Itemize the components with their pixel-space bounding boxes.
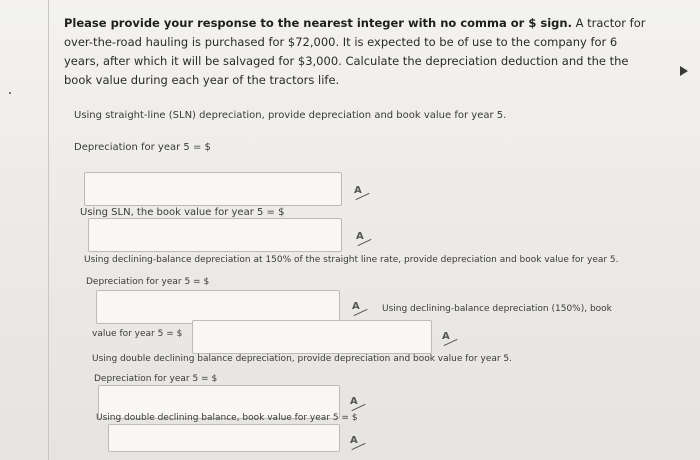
spellcheck-icon[interactable]: A	[350, 395, 366, 409]
spellcheck-icon[interactable]: A	[356, 230, 372, 244]
sln-depreciation-label: Depreciation for year 5 = $	[74, 142, 211, 153]
ddb-instruction: Using double declining balance depreciation, provide depreciation and book value for year 5.	[92, 354, 513, 364]
spellcheck-icon[interactable]: A	[354, 184, 370, 198]
db150-depreciation-input[interactable]	[96, 290, 340, 324]
db150-book-value-label-1: Using declining-balance depreciation (150%), book	[382, 304, 612, 314]
sln-book-value-label: Using SLN, the book value for year 5 = $	[80, 207, 285, 218]
sln-depreciation-input[interactable]	[84, 172, 342, 206]
arrow-right-icon[interactable]	[680, 66, 688, 76]
question-instruction: Please provide your response to the nearest integer with no comma or $ sign.	[64, 16, 572, 30]
db150-instruction: Using declining-balance depreciation at 150% of the straight line rate, provide depreciation and book value for year 5.	[84, 255, 619, 265]
sln-instruction: Using straight-line (SLN) depreciation, provide depreciation and book value for year 5.	[74, 110, 507, 121]
ddb-book-value-input[interactable]	[108, 424, 340, 452]
margin-mark	[9, 92, 11, 94]
db150-book-value-input[interactable]	[192, 320, 432, 354]
ddb-book-value-label: Using double declining balance, book value for year 5 = $	[96, 413, 358, 423]
question-text	[64, 14, 654, 90]
sln-book-value-input[interactable]	[88, 218, 342, 252]
ddb-depreciation-label: Depreciation for year 5 = $	[94, 374, 218, 384]
db150-book-value-label-2: value for year 5 = $	[92, 329, 183, 339]
spellcheck-icon[interactable]: A	[350, 434, 366, 448]
question-body: A tractor for over-the-road hauling is purchased for $72,000. It is expected to be of use to the company for 6 years, after which it will be salvaged for $3,000. Calculate the depreciation deduction and the the book value during each year of the tractors life.	[64, 16, 646, 87]
db150-depreciation-label: Depreciation for year 5 = $	[86, 277, 210, 287]
page-border	[48, 0, 49, 460]
spellcheck-icon[interactable]: A	[442, 330, 458, 344]
spellcheck-icon[interactable]: A	[352, 300, 368, 314]
